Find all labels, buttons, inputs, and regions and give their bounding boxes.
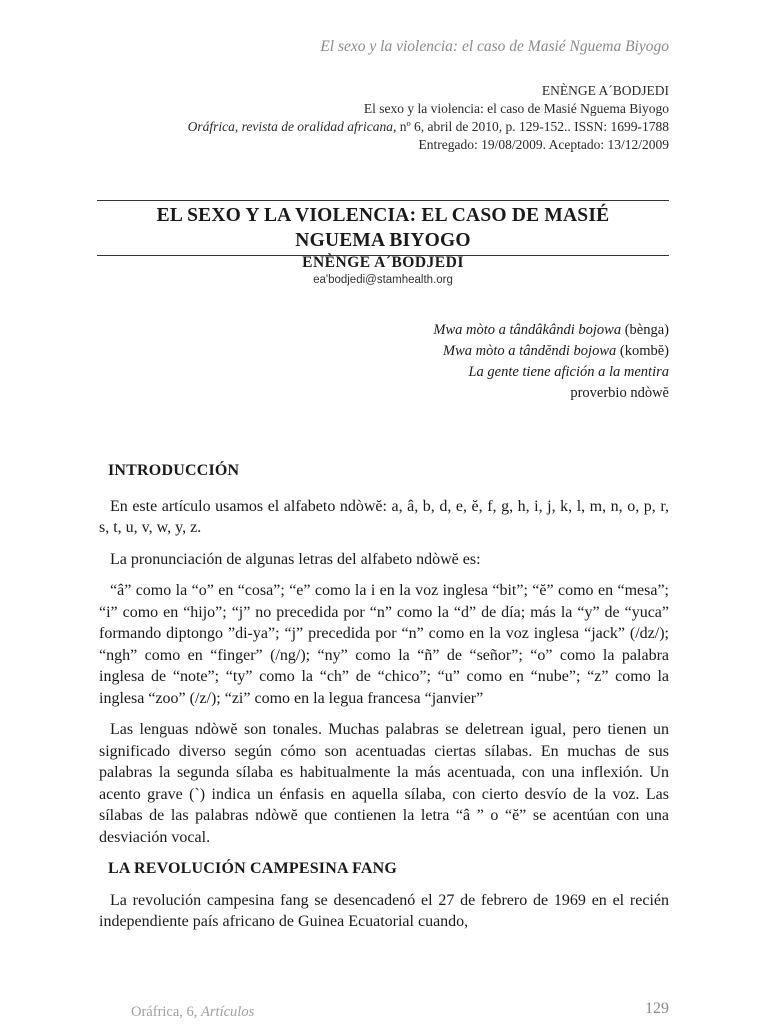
- article-metadata: [188, 82, 669, 154]
- paragraph-pronunciation: “â” como la “o” en “cosa”; “e” como la i en la voz inglesa “bit”; “ĕ” como en “mesa”; “i” como en “hijo”; “j” no precedida por “n” como la “d” de día; más la “y” de “yuca” formando diptongo ”di-ya”; “j” precedida por “n” como en la voz inglesa “jack” (/dz/); “ngh” como en “finger” (/ng/); “ny” como la “ñ” de “señor”; “o” como la palabra inglesa de “note”; “ty” como la “ch” de “chico”; “u” como en “nube”; “z” como la inglesa “zoo” (/z/); “zi” como en la legua francesa “janvier”: [99, 582, 669, 707]
- epigraph-bengа-text: Mwa mòto a tândâkândi bojowa: [433, 322, 622, 338]
- epigraph: [433, 320, 669, 404]
- meta-issue: , nº 6, abril de 2010, p. 129-152.. ISSN: 1699-1788: [392, 119, 669, 134]
- meta-journal: Oráfrica, revista de oralidad africana: [187, 119, 393, 134]
- running-head: El sexo y la violencia: el caso de Masié Nguema Biyogo: [320, 38, 669, 55]
- epigraph-kombe-text: Mwa mòto a tândĕndi bojowa: [443, 343, 617, 359]
- meta-article-title: El sexo y la violencia: el caso de Masié Nguema Biyogo: [363, 101, 669, 116]
- paragraph-tonal: Las lenguas ndòwĕ son tonales. Muchas palabras se deletrean igual, pero tienen un significado diverso según cómo son acentuadas ciertas sílabas. En muchas de sus palabras la segunda sílaba es habitualmente la más acentuada, con una inflexión. Un acento grave (`) indica un énfasis en aquella sílaba, con cierto desvío de la voz. Las sílabas de las palabras ndòwĕ que contienen la letra “â ” o “ĕ” se acentúan con una desviación vocal.: [99, 721, 669, 846]
- meta-journal-line: [188, 118, 669, 136]
- title-line-1: EL SEXO Y LA VIOLENCIA: EL CASO DE MASIÉ: [156, 205, 610, 226]
- epigraph-line-3: [433, 362, 669, 383]
- epigraph-translation: La gente tiene afición a la mentira: [468, 364, 669, 380]
- epigraph-source: proverbio ndòwĕ: [570, 385, 669, 401]
- paragraph-pronunciation-intro: La pronunciación de algunas letras del alfabeto ndòwĕ es:: [110, 550, 481, 568]
- section-heading-introduccion: INTRODUCCIÓN: [108, 462, 240, 479]
- author-email: ea'bodjedi@stamhealth.org: [313, 274, 453, 286]
- paragraph-revolucion: La revolución campesina fang se desencadenó el 27 de febrero de 1969 en el recién independiente país africano de Guinea Ecuatorial cuando,: [99, 891, 669, 930]
- footer-journal: [131, 1004, 254, 1021]
- epigraph-line-2: [433, 341, 669, 362]
- meta-dates: Entregado: 19/08/2009. Aceptado: 13/12/2009: [418, 137, 669, 152]
- epigraph-benga-lang: (bènga): [621, 322, 669, 338]
- page-number: 129: [645, 1000, 669, 1017]
- footer-journal-name: Oráfrica, 6,: [131, 1004, 202, 1020]
- section-heading-revolucion: LA REVOLUCIÓN CAMPESINA FANG: [108, 860, 398, 877]
- author-name: ENÈNGE A´BODJEDI: [302, 254, 464, 271]
- footer-section: Artículos: [201, 1004, 255, 1020]
- paragraph-alphabet: En este artículo usamos el alfabeto ndòwĕ: a, â, b, d, e, ĕ, f, g, h, i, j, k, l, m, n, o, p, r, s, t, u, v, w, y, z.: [99, 497, 669, 536]
- article-title: [97, 203, 669, 253]
- meta-author: ENÈNGE A´BODJEDI: [541, 83, 669, 98]
- epigraph-line-1: [433, 320, 669, 341]
- title-line-2: NGUEMA BIYOGO: [295, 230, 471, 251]
- body-content: [99, 460, 669, 943]
- title-block: [97, 200, 669, 256]
- epigraph-kombe-lang: (kombĕ): [616, 343, 669, 359]
